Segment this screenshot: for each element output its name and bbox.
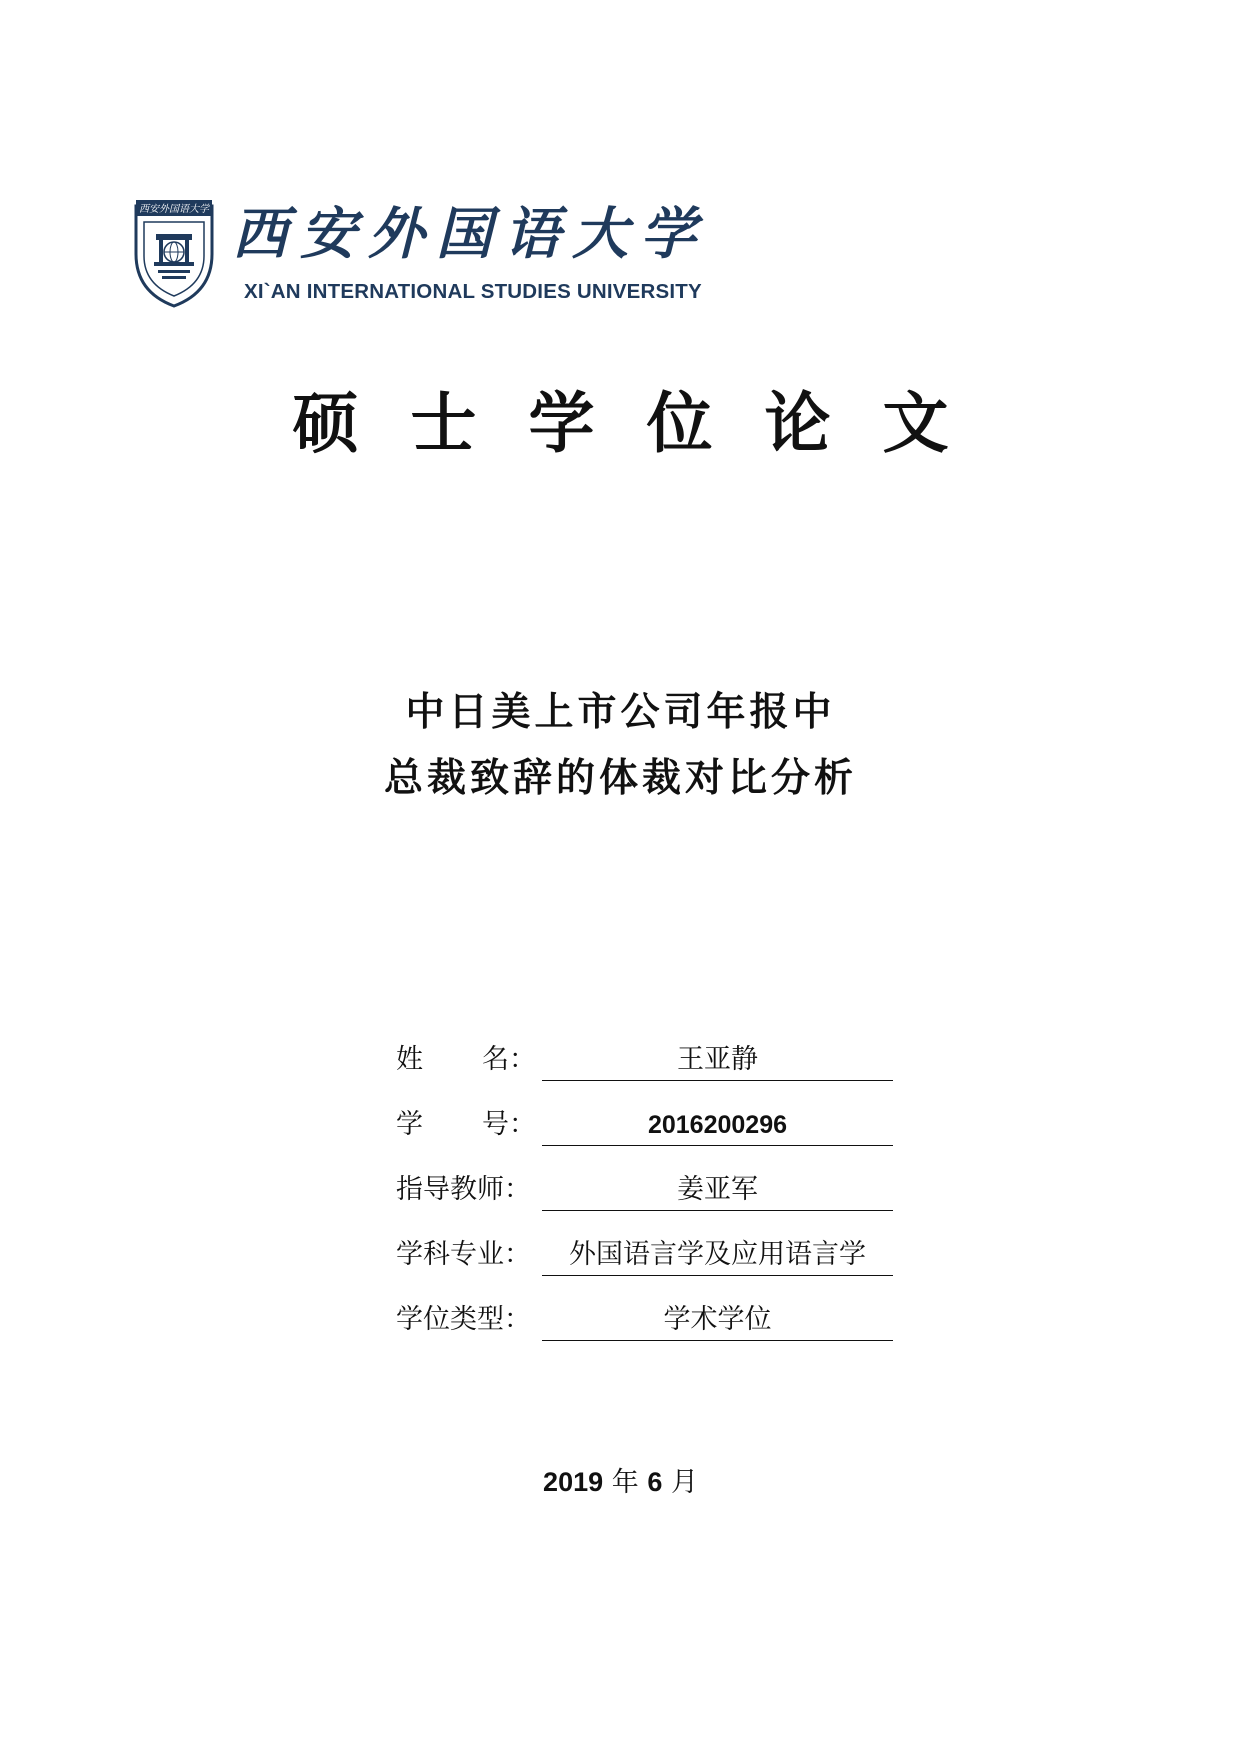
name-label-part-a: 姓 <box>396 1044 423 1075</box>
thesis-title-line-1: 中日美上市公司年报中 <box>405 690 836 735</box>
advisor-value: 姜亚军 <box>542 1170 893 1211</box>
field-row-degree-type <box>396 1300 896 1365</box>
svg-text:西安外国语大学: 西安外国语大学 <box>139 204 209 215</box>
thesis-title <box>0 680 1241 812</box>
date-year-unit: 年 <box>611 1467 639 1498</box>
student-id-label-part-b: 号： <box>482 1109 536 1140</box>
major-value: 外国语言学及应用语言学 <box>542 1235 893 1276</box>
university-name-en: XI`AN INTERNATIONAL STUDIES UNIVERSITY <box>244 280 702 303</box>
degree-type-value: 学术学位 <box>542 1300 893 1341</box>
degree-type-label: 学位类型： <box>396 1304 531 1335</box>
student-id-label <box>396 1105 536 1145</box>
degree-title: 硕士学位论文 <box>292 384 1001 462</box>
major-label: 学科专业： <box>396 1239 531 1270</box>
thesis-title-line-2: 总裁致辞的体裁对比分析 <box>383 756 857 801</box>
name-label-part-b: 名： <box>482 1044 536 1075</box>
field-row-major <box>396 1235 896 1300</box>
student-id-value: 2016200296 <box>542 1105 893 1146</box>
field-row-name <box>396 1040 896 1105</box>
university-emblem-icon <box>132 196 216 308</box>
university-name-cn: 西安外国语大学 <box>232 201 708 267</box>
info-fields <box>396 1040 896 1365</box>
date-month: 6 <box>647 1467 663 1497</box>
university-header <box>132 196 732 308</box>
field-row-advisor <box>396 1170 896 1235</box>
date-year: 2019 <box>543 1467 604 1497</box>
advisor-label: 指导教师： <box>396 1174 531 1205</box>
name-value: 王亚静 <box>542 1040 893 1081</box>
name-label <box>396 1040 536 1080</box>
submission-date <box>0 1462 1241 1503</box>
field-row-student-id <box>396 1105 896 1170</box>
student-id-label-part-a: 学 <box>396 1109 423 1140</box>
date-month-unit: 月 <box>670 1467 698 1498</box>
